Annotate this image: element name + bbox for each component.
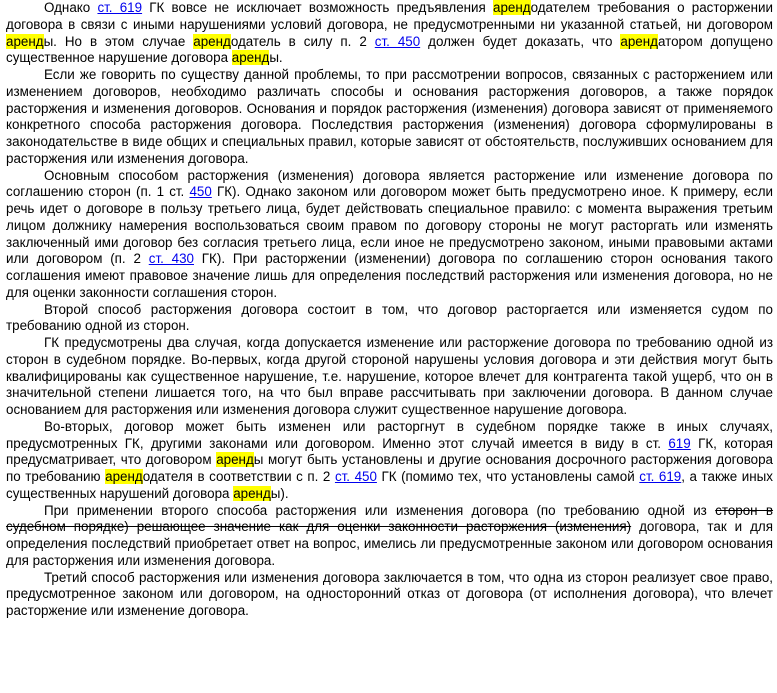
article-link[interactable]: 619: [668, 435, 691, 451]
text-run: ГК вовсе не исключает возможность предъявления: [142, 0, 493, 15]
text-run: ГК, которая предусматривает, что договором: [6, 435, 774, 468]
text-run: ГК). Однако законом или договором может быть предусмотрено иное. К примеру, если речь идет о договоре в пользу третьего лица, будет действовать специальное правило: с момента выражения третьим лицом должнику намерения воспользоваться своим правом по договору стороны не могут расторгать или изменять заключенный ими договор без согласия третьего лица, если иное не предусмотрено законом, иными правовыми актами или договором (п. 2: [6, 184, 773, 267]
text-run: ы.: [269, 50, 283, 66]
text-run: Третий способ расторжения или изменения договора заключается в том, что одна из сторон реализует свое право, предусмотренное законом или договором, на односторонний отказ от договора (от исполнения договора), что влечет расторжение или изменение договора.: [6, 569, 773, 618]
search-highlight: аренд: [193, 33, 231, 49]
article-link[interactable]: ст. 619: [97, 0, 143, 15]
text-run: ГК (помимо тех, что установлены самой: [376, 469, 640, 484]
text-run: Если же говорить по существу данной проблемы, то при рассмотрении вопросов, связанных с расторжением или изменением договоров, необходимо различать способы и основания расторжения договоров, а также порядок расторжения и изменения договоров. Основания и порядок расторжения (изменения) договора зависят от применяемого конкретного способа расторжения договора. Последствия расторжения (изменения) договора сформулированы в законодательстве в виде общих и специальных правил, которые зависят от обстоятельств, послуживших основанием для расторжения или изменения договора.: [6, 67, 773, 166]
text-run: Второй способ расторжения договора состоит в том, что договор расторгается или изменяется судом по требованию одной из сторон.: [6, 301, 773, 334]
text-run: При применении второго способа расторжения или изменения договора (по требованию одной из: [44, 502, 716, 518]
paragraph: [6, 302, 773, 336]
text-run: Основным способом расторжения (изменения) договора является расторжение или изменение договора по соглашению сторон (п. 1 ст.: [6, 167, 773, 200]
article-link[interactable]: ст. 450: [374, 33, 421, 49]
search-highlight: аренд: [620, 33, 658, 49]
paragraph: [6, 0, 773, 67]
article-link[interactable]: ст. 450: [334, 469, 377, 484]
paragraph: [6, 419, 773, 503]
text-run: должен будет доказать, что: [420, 33, 621, 49]
text-run: одатель в силу п. 2: [230, 33, 375, 49]
text-run: , а также иных существенных нарушений договора: [6, 469, 773, 501]
paragraph: [6, 168, 773, 302]
search-highlight: аренд: [216, 452, 254, 468]
text-run: ы. Но в этом случае: [43, 33, 194, 49]
text-run: ы).: [270, 485, 289, 501]
search-highlight: аренд: [493, 0, 531, 15]
text-run: одателя в соответствии с п. 2: [142, 469, 335, 484]
search-highlight: аренд: [6, 33, 44, 49]
text-run: атором допущено существенное нарушение договора: [6, 33, 773, 66]
search-highlight: аренд: [233, 485, 271, 501]
search-highlight: аренд: [105, 469, 143, 484]
paragraph: [6, 503, 773, 570]
text-run: одателем требования о расторжении договора в связи с иными нарушениями условий договора, не предусмотренными ни указанной статьей, ни договором: [6, 0, 773, 32]
search-highlight: аренд: [231, 50, 270, 66]
paragraph: [6, 570, 773, 620]
article-link[interactable]: ст. 619: [639, 469, 682, 484]
text-run: Однако: [44, 0, 98, 15]
paragraph: [6, 335, 773, 419]
text-run: ГК предусмотрены два случая, когда допускается изменение или расторжение договора по требованию одной из сторон в судебном порядке. Во-первых, когда другой стороной нарушены условия договора и эти действия могут быть квалифицированы как существенное нарушение, т.е. нарушение, которое влечет для контрагента такой ущерб, что он в значительной степени лишается того, на что был вправе рассчитывать при заключении договора. В данном случае основанием для расторжения или изменения договора служит существенное нарушение договора.: [6, 335, 773, 417]
paragraph: [6, 67, 773, 168]
article-link[interactable]: 450: [189, 184, 212, 200]
text-run: ы могут быть установлены и другие основания досрочного расторжения договора по требованию: [6, 452, 774, 484]
strikethrough-text: сторон в судебном порядке) решающее значение как для оценки законности расторжения (изменения): [6, 502, 774, 535]
article-link[interactable]: ст. 430: [148, 251, 194, 267]
text-run: договора, так и для определения последствий приобретает ответ на вопрос, имелись ли предусмотренные законом или договором основания для расторжения или изменения договора.: [6, 519, 773, 568]
text-run: Во-вторых, договор может быть изменен или расторгнут в судебном порядке также в иных случаях, предусмотренных ГК, другими законами или договором. Именно этот случай имеется в виду в ст.: [6, 418, 773, 451]
text-run: ГК). При расторжении (изменении) договора по соглашению сторон основания такого соглашения имеют правовое значение лишь для определения последствий расторжения или изменения договора, но не для оценки законности соглашения сторон.: [6, 251, 773, 300]
